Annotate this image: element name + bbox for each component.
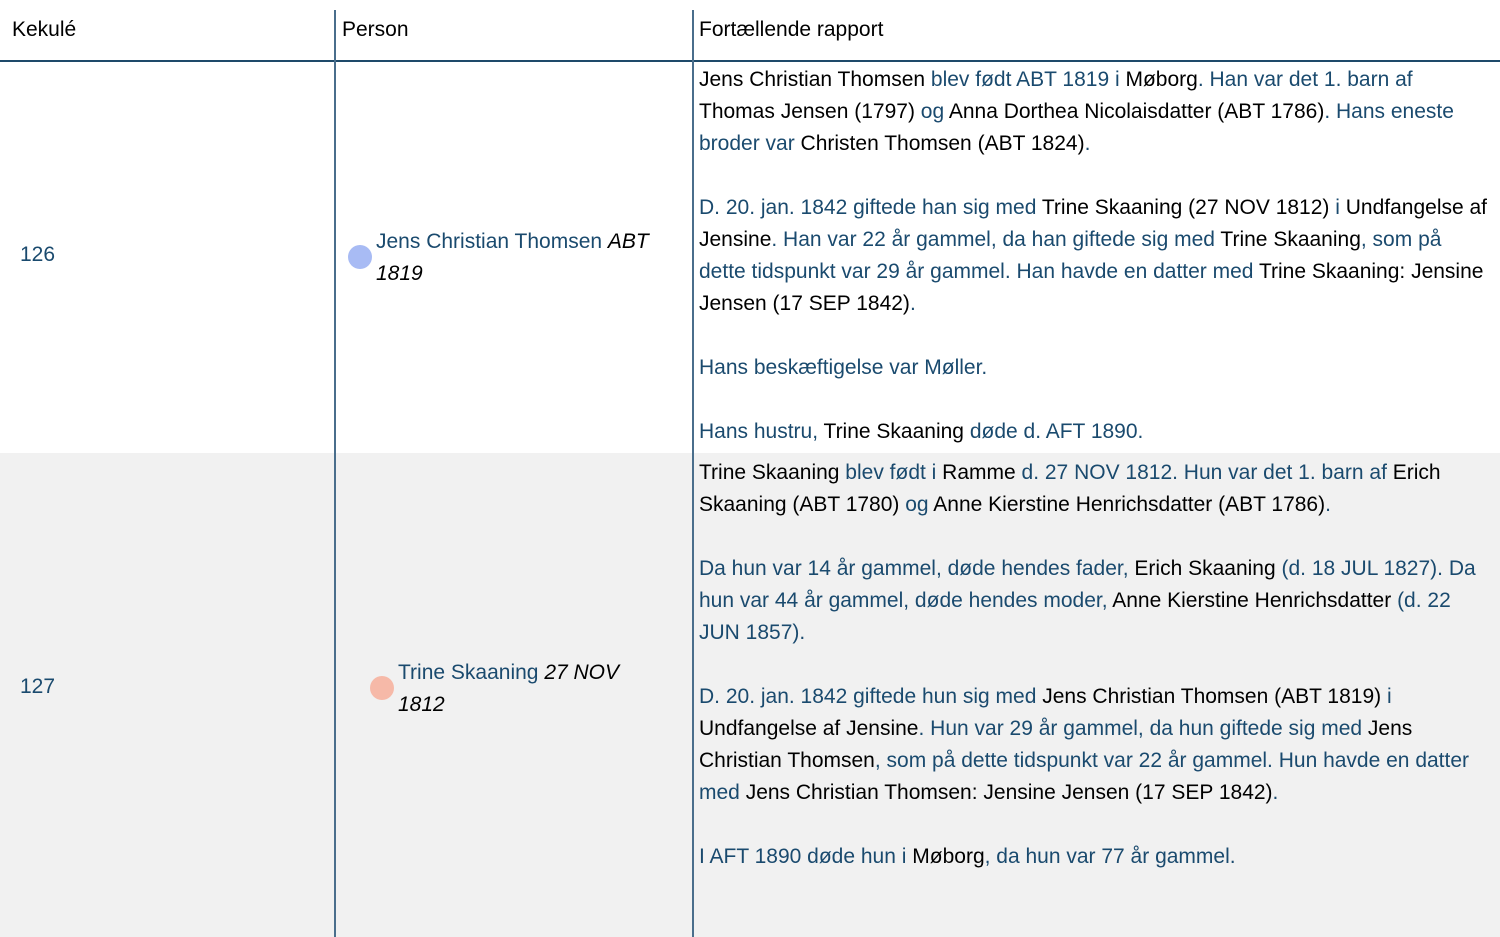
narrative-cell <box>699 64 1489 448</box>
kekule-number[interactable]: 127 <box>20 675 56 698</box>
header-person[interactable]: Person <box>342 18 409 41</box>
narrative-text: Hans beskæftigelse var Møller. <box>699 356 988 379</box>
narrative-link[interactable]: Møborg <box>1125 68 1198 91</box>
narrative-text: . <box>1325 493 1331 516</box>
narrative-link[interactable]: Undfangelse af Jensine <box>699 717 919 740</box>
narrative-link[interactable]: Jens Christian Thomsen: Jensine Jensen (17 SEP 1842) <box>745 781 1273 804</box>
narrative-link[interactable]: Trine Skaaning <box>1220 228 1361 251</box>
narrative-text: blev født i <box>839 461 943 484</box>
male-dot-icon <box>348 245 372 269</box>
narrative-text: . Hans eneste broder var <box>699 100 1454 155</box>
narrative-text: (d. 22 JUN 1857). <box>699 589 1451 644</box>
narrative-link[interactable]: Anne Kierstine Henrichsdatter (ABT 1786) <box>933 493 1326 516</box>
person-name[interactable]: Trine Skaaning <box>398 661 539 684</box>
person-cell <box>370 657 670 721</box>
person-link[interactable] <box>376 226 688 290</box>
person-date: ABT 1819 <box>376 230 649 285</box>
table-row <box>0 453 1500 937</box>
narrative-link[interactable]: Erich Skaaning (ABT 1780) <box>699 461 1441 516</box>
column-divider <box>334 10 336 937</box>
column-divider <box>692 10 694 937</box>
narrative-text: . Hun var 29 år gammel, da hun giftede sig med <box>918 717 1368 740</box>
person-name[interactable]: Jens Christian Thomsen <box>376 230 603 253</box>
narrative-text: (d. 18 JUL 1827). Da hun var 44 år gammel, døde hendes moder, <box>699 557 1476 612</box>
female-dot-icon <box>370 676 394 700</box>
narrative-text: . <box>1084 132 1091 155</box>
narrative-link[interactable]: Trine Skaaning (27 NOV 1812) <box>1041 196 1330 219</box>
person-date: 27 NOV 1812 <box>398 661 620 716</box>
narrative-link[interactable]: Møborg <box>912 845 985 868</box>
narrative-link[interactable]: Anna Dorthea Nicolaisdatter (ABT 1786) <box>948 100 1325 123</box>
narrative-text: i <box>1381 685 1392 708</box>
narrative-text: D. 20. jan. 1842 giftede hun sig med <box>699 685 1043 708</box>
narrative-link[interactable]: Jens Christian Thomsen <box>699 68 926 91</box>
narrative-text: døde d. AFT 1890. <box>963 420 1144 443</box>
narrative-link[interactable]: Trine Skaaning <box>823 420 964 443</box>
narrative-paragraph <box>699 64 1489 160</box>
narrative-paragraph <box>699 681 1489 809</box>
table-header <box>0 0 1500 62</box>
narrative-text: . <box>1272 781 1279 804</box>
narrative-link[interactable]: Anne Kierstine Henrichsdatter <box>1112 589 1392 612</box>
header-kekule[interactable]: Kekulé <box>12 18 77 41</box>
narrative-link[interactable]: Jens Christian Thomsen (ABT 1819) <box>1042 685 1382 708</box>
narrative-text: , da hun var 77 år gammel. <box>984 845 1236 868</box>
narrative-link[interactable]: Erich Skaaning <box>1134 557 1276 580</box>
narrative-link[interactable]: Trine Skaaning <box>699 461 840 484</box>
kekule-number[interactable]: 126 <box>20 243 56 266</box>
narrative-text: . <box>909 292 916 315</box>
narrative-text: . Han var det 1. barn af <box>1197 68 1413 91</box>
narrative-text: i <box>1329 196 1346 219</box>
narrative-paragraph <box>699 841 1489 873</box>
narrative-link[interactable]: Christen Thomsen (ABT 1824) <box>800 132 1085 155</box>
narrative-link[interactable]: Thomas Jensen (1797) <box>699 100 915 123</box>
narrative-text: blev født ABT 1819 i <box>925 68 1126 91</box>
narrative-link[interactable]: Jens Christian Thomsen <box>699 717 1413 772</box>
narrative-text: og <box>899 493 934 516</box>
narrative-paragraph <box>699 352 1489 384</box>
narrative-text: I AFT 1890 døde hun i <box>699 845 913 868</box>
narrative-text: og <box>914 100 949 123</box>
person-link[interactable] <box>398 657 670 721</box>
narrative-text: , som på dette tidspunkt var 22 år gammel. Hun havde en datter med <box>699 749 1470 804</box>
person-cell <box>348 226 688 290</box>
narrative-paragraph <box>699 416 1489 448</box>
narrative-text: Hans hustru, <box>699 420 824 443</box>
narrative-paragraph <box>699 457 1489 521</box>
narrative-text: Da hun var 14 år gammel, døde hendes fader, <box>699 557 1135 580</box>
narrative-paragraph <box>699 553 1489 649</box>
header-narrative[interactable]: Fortællende rapport <box>699 18 884 41</box>
table-row <box>0 62 1500 453</box>
narrative-text: , som på dette tidspunkt var 29 år gammel. Han havde en datter med <box>699 228 1442 283</box>
narrative-text: . Han var 22 år gammel, da han giftede sig med <box>771 228 1221 251</box>
narrative-text: d. 27 NOV 1812. Hun var det 1. barn af <box>1015 461 1393 484</box>
narrative-text: D. 20. jan. 1842 giftede han sig med <box>699 196 1042 219</box>
narrative-link[interactable]: Undfangelse af Jensine <box>699 196 1488 251</box>
narrative-cell <box>699 457 1489 873</box>
narrative-paragraph <box>699 192 1489 320</box>
narrative-link[interactable]: Trine Skaaning: Jensine Jensen (17 SEP 1842) <box>699 260 1484 315</box>
narrative-link[interactable]: Ramme <box>942 461 1016 484</box>
